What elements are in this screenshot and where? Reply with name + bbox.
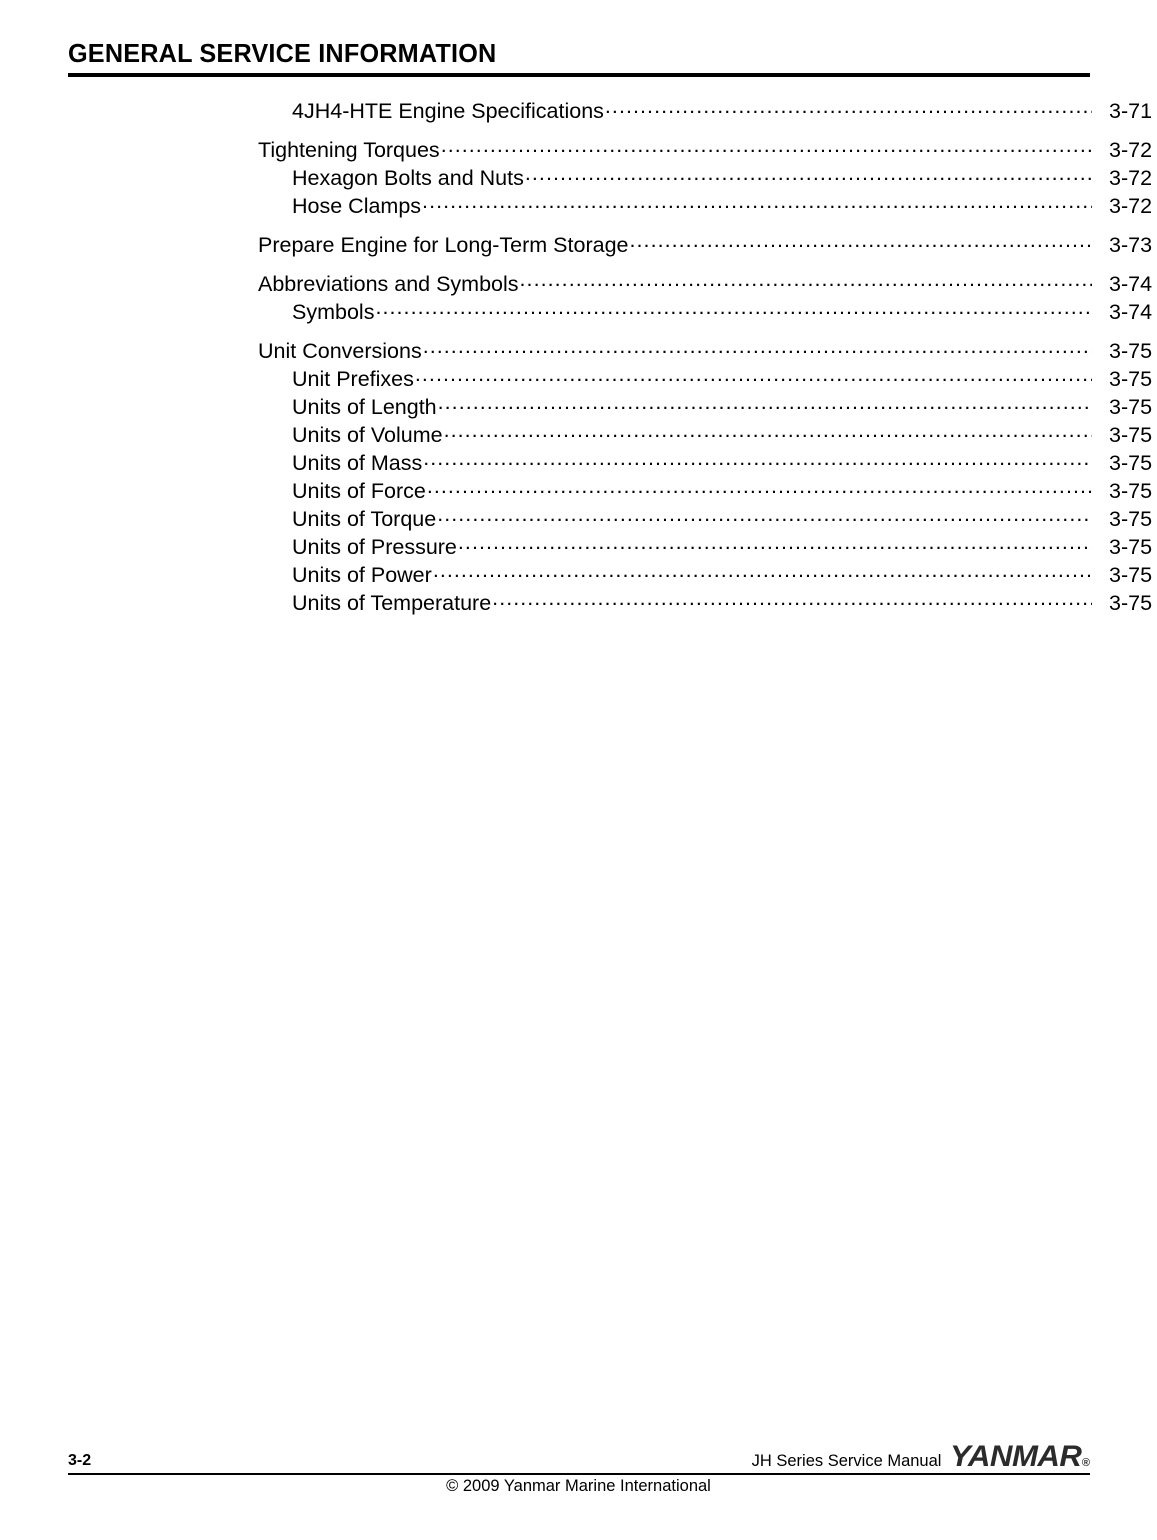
footer-manual-title: JH Series Service Manual xyxy=(751,1451,942,1470)
toc-entry[interactable] xyxy=(0,297,1157,325)
toc-dot-leader xyxy=(427,476,1092,498)
toc-entry-page-number: 3-74 xyxy=(1109,299,1153,324)
toc-entry-page-number: 3-72 xyxy=(1109,137,1153,162)
toc-entry-page-number: 3-75 xyxy=(1109,590,1153,615)
toc-entry-page-number: 3-75 xyxy=(1109,506,1153,531)
copyright-notice: © 2009 Yanmar Marine International xyxy=(446,1477,711,1495)
toc-entry[interactable] xyxy=(0,588,1157,616)
toc-entry[interactable] xyxy=(0,269,1157,297)
page-title: GENERAL SERVICE INFORMATION xyxy=(68,38,497,68)
toc-entry-label: Tightening Torques xyxy=(258,137,440,162)
footer-row xyxy=(68,1440,1090,1473)
toc-entry-page-number: 3-75 xyxy=(1109,562,1153,587)
toc-entry-label: Units of Mass xyxy=(292,450,423,475)
footer-divider xyxy=(68,1473,1090,1475)
toc-entry-label: Units of Length xyxy=(292,394,437,419)
toc-entry-page-number: 3-75 xyxy=(1109,422,1153,447)
toc-entry-label: Abbreviations and Symbols xyxy=(258,271,519,296)
toc-entry[interactable] xyxy=(0,448,1157,476)
toc-entry[interactable] xyxy=(0,336,1157,364)
footer-right-group xyxy=(752,1442,1090,1472)
toc-entry[interactable] xyxy=(0,532,1157,560)
toc-dot-leader xyxy=(605,96,1092,118)
toc-entry-page-number: 3-72 xyxy=(1109,165,1153,190)
toc-entry-label: Symbols xyxy=(292,299,375,324)
toc-entry-label: Unit Prefixes xyxy=(292,366,414,391)
yanmar-logo-text: YANMAR xyxy=(950,1440,1082,1473)
toc-entry[interactable] xyxy=(0,420,1157,448)
toc-entry-label: 4JH4-HTE Engine Specifications xyxy=(292,98,604,123)
toc-dot-leader xyxy=(375,297,1092,319)
toc-entry-page-number: 3-75 xyxy=(1109,394,1153,419)
toc-dot-leader xyxy=(437,504,1092,526)
toc-entry-label: Hose Clamps xyxy=(292,193,422,218)
toc-entry-label: Units of Temperature xyxy=(292,590,492,615)
toc-entry-label: Units of Pressure xyxy=(292,534,457,559)
toc-entry-page-number: 3-75 xyxy=(1109,450,1153,475)
toc-entry-page-number: 3-75 xyxy=(1109,534,1153,559)
toc-entry-page-number: 3-71 xyxy=(1109,98,1153,123)
toc-entry-page-number: 3-75 xyxy=(1109,338,1153,363)
toc-entry[interactable] xyxy=(0,560,1157,588)
toc-dot-leader xyxy=(415,364,1092,386)
footer-page-number: 3-2 xyxy=(68,1452,92,1469)
toc-entry[interactable] xyxy=(0,476,1157,504)
toc-entry[interactable] xyxy=(0,191,1157,219)
toc-entry-page-number: 3-73 xyxy=(1109,232,1153,257)
toc-dot-leader xyxy=(520,269,1092,291)
toc-entry-page-number: 3-75 xyxy=(1109,366,1153,391)
toc-entry[interactable] xyxy=(0,392,1157,420)
toc-entry-label: Units of Force xyxy=(292,478,426,503)
toc-entry-label: Units of Power xyxy=(292,562,432,587)
toc-dot-leader xyxy=(438,392,1092,414)
toc-entry[interactable] xyxy=(0,96,1157,124)
toc-entry[interactable] xyxy=(0,163,1157,191)
toc-entry-label: Hexagon Bolts and Nuts xyxy=(292,165,524,190)
toc-entry[interactable] xyxy=(0,230,1157,258)
toc-dot-leader xyxy=(422,191,1092,213)
toc-entry-page-number: 3-74 xyxy=(1109,271,1153,296)
toc-dot-leader xyxy=(441,135,1092,157)
toc-dot-leader xyxy=(458,532,1092,554)
toc-dot-leader xyxy=(444,420,1092,442)
toc-entry-page-number: 3-75 xyxy=(1109,478,1153,503)
toc-entry[interactable] xyxy=(0,504,1157,532)
toc-dot-leader xyxy=(525,163,1092,185)
registered-trademark-icon: ® xyxy=(1081,1457,1090,1469)
toc-dot-leader xyxy=(630,230,1093,252)
toc-entry-label: Units of Volume xyxy=(292,422,443,447)
toc-entry-page-number: 3-72 xyxy=(1109,193,1153,218)
toc-dot-leader xyxy=(492,588,1092,610)
toc-dot-leader xyxy=(423,448,1092,470)
header-divider xyxy=(68,73,1090,77)
page-header xyxy=(68,40,1090,77)
toc-dot-leader xyxy=(433,560,1092,582)
page-footer xyxy=(68,1440,1090,1475)
toc-dot-leader xyxy=(423,336,1092,358)
toc-entry-label: Unit Conversions xyxy=(258,338,422,363)
yanmar-logo xyxy=(950,1440,1090,1473)
table-of-contents xyxy=(0,96,1157,616)
toc-entry-label: Prepare Engine for Long-Term Storage xyxy=(258,232,629,257)
toc-entry[interactable] xyxy=(0,364,1157,392)
toc-entry[interactable] xyxy=(0,135,1157,163)
toc-entry-label: Units of Torque xyxy=(292,506,437,531)
